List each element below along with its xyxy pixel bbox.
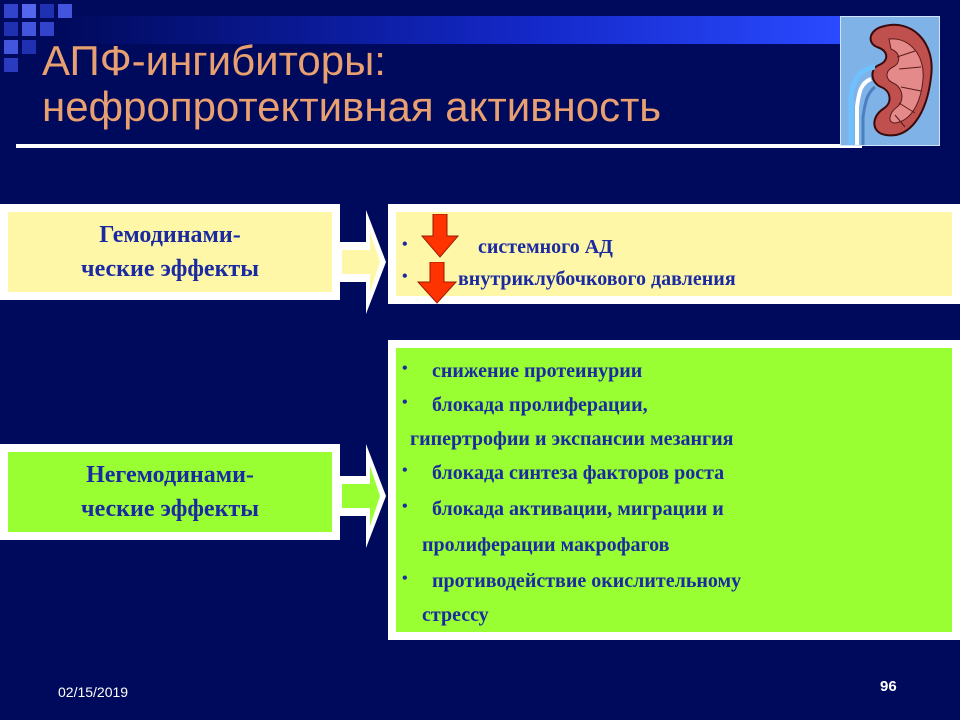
- list-item-text: блокада пролиферации,: [432, 394, 648, 416]
- right-arrow-icon: [336, 206, 388, 318]
- decor-square: [4, 58, 18, 72]
- kidney-icon: [841, 17, 939, 145]
- list-item: [402, 462, 724, 485]
- decor-square: [40, 22, 54, 36]
- bullet-icon: •: [402, 360, 408, 377]
- hemodynamic-list-panel: [396, 212, 952, 296]
- label-line-1: Негемодинами-: [86, 462, 254, 488]
- decor-square: [22, 4, 36, 18]
- list-item: [402, 394, 648, 417]
- footer-date: 02/15/2019: [58, 684, 129, 700]
- label-line-2: ческие эффекты: [81, 256, 259, 282]
- list-item-continuation: стрессу: [422, 604, 489, 626]
- page-number: 96: [880, 678, 897, 695]
- list-item: [402, 360, 642, 383]
- decor-square: [58, 4, 72, 18]
- list-item-text: блокада активации, миграции и: [432, 498, 724, 520]
- decrease-arrow-icon: [420, 214, 460, 258]
- right-arrow-icon: [336, 440, 388, 552]
- list-item-continuation: гипертрофии и экспансии мезангия: [410, 428, 734, 450]
- label-line-2: ческие эффекты: [81, 496, 259, 522]
- hemodynamic-effects-label: [8, 212, 332, 292]
- title-divider: [16, 144, 862, 148]
- nonhemodynamic-list-panel: [396, 348, 952, 632]
- list-item-continuation: пролиферации макрофагов: [422, 534, 670, 556]
- nonhemodynamic-effects-label: [8, 452, 332, 532]
- hemodynamic-effects-list: [388, 204, 960, 304]
- slide-title: [42, 38, 822, 130]
- decor-square: [22, 22, 36, 36]
- decor-square: [22, 40, 36, 54]
- decrease-arrow-icon: [416, 262, 458, 304]
- title-line-2: нефропротективная активность: [42, 83, 662, 130]
- bullet-icon: •: [402, 570, 408, 587]
- list-item-text: внутриклубочкового давления: [458, 268, 736, 290]
- title-line-1: АПФ-ингибиторы:: [42, 37, 386, 84]
- bullet-icon: •: [402, 462, 408, 479]
- decor-square: [40, 4, 54, 18]
- label-line-1: Гемодинами-: [99, 222, 241, 248]
- bullet-icon: •: [402, 268, 408, 285]
- decor-square: [4, 22, 18, 36]
- bullet-icon: •: [402, 394, 408, 411]
- list-item-text: системного АД: [478, 236, 613, 258]
- list-item: [402, 498, 724, 521]
- list-item-text: снижение протеинурии: [432, 360, 643, 382]
- list-item-text: блокада синтеза факторов роста: [432, 462, 725, 484]
- nonhemodynamic-effects-list: [388, 340, 960, 640]
- list-item-text: противодействие окислительному: [432, 570, 742, 592]
- bullet-icon: •: [402, 498, 408, 515]
- kidney-image: [840, 16, 940, 146]
- list-item: [402, 570, 741, 593]
- nonhemodynamic-effects-box: [0, 444, 340, 540]
- decor-square: [4, 40, 18, 54]
- bullet-icon: •: [402, 236, 408, 253]
- decor-square: [4, 4, 18, 18]
- hemodynamic-effects-box: [0, 204, 340, 300]
